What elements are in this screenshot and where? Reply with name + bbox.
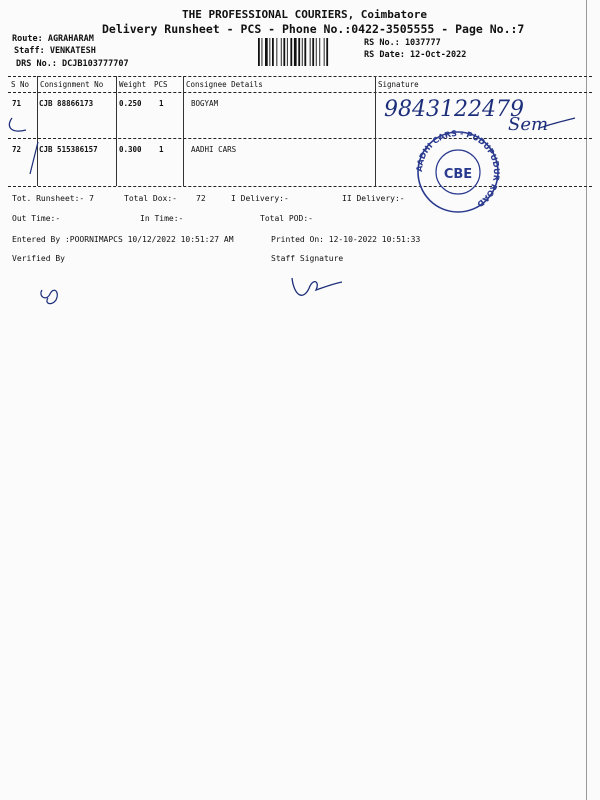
stamp-ring-text: AADHI CARS - PUDUPUDUR ROAD — [414, 128, 502, 209]
handwritten-sign: Sem — [508, 114, 549, 135]
printed-on: Printed On: 12-10-2022 10:51:33 — [271, 235, 421, 244]
verifier-initials — [36, 282, 66, 310]
tot-runsheet: Tot. Runsheet:- 7 — [12, 194, 94, 203]
row-weight: 0.250 — [119, 99, 142, 108]
row-pcs: 1 — [159, 145, 164, 154]
route-field: Route: AGRAHARAM — [12, 34, 94, 44]
handwritten-phone: 9843122479 — [384, 97, 524, 122]
tick-marks — [4, 112, 54, 182]
total-pod: Total POD:- — [260, 214, 313, 223]
scan-edge — [586, 0, 587, 800]
barcode — [258, 38, 358, 66]
i-delivery: I Delivery:- — [231, 194, 289, 203]
in-time: In Time:- — [140, 214, 184, 223]
col-divider — [375, 76, 376, 186]
row-consignment: CJB 88866173 — [39, 99, 94, 108]
total-dox-value: 72 — [196, 194, 206, 203]
rs-no-field: RS No.: 1037777 — [364, 38, 441, 48]
col-header-pcs: PCS — [154, 80, 168, 89]
company-stamp — [410, 128, 506, 214]
row-consignee: BOGYAM — [191, 99, 219, 108]
staff-field: Staff: VENKATESH — [14, 46, 96, 56]
col-header-signature: Signature — [378, 80, 419, 89]
row-consignee: AADHI CARS — [191, 145, 237, 154]
total-dox-label: Total Dox:- — [124, 194, 177, 203]
row-weight: 0.300 — [119, 145, 142, 154]
ii-delivery: II Delivery:- — [342, 194, 405, 203]
row-sno: 72 — [12, 145, 22, 154]
table-top-rule — [8, 76, 592, 77]
col-divider — [116, 76, 117, 186]
verified-by: Verified By — [12, 254, 65, 263]
drs-field: DRS No.: DCJB103777707 — [16, 59, 129, 69]
col-divider — [183, 76, 184, 186]
stamp-center-text: CBE — [443, 167, 473, 182]
row-pcs: 1 — [159, 99, 164, 108]
col-header-consignment: Consignment No — [40, 80, 104, 89]
staff-signature-label: Staff Signature — [271, 254, 344, 263]
company-title: THE PROFESSIONAL COURIERS, Coimbatore — [182, 8, 428, 21]
entered-by: Entered By :POORNIMAPCS 10/12/2022 10:51:27 AM — [12, 235, 234, 244]
row-sno: 71 — [12, 99, 22, 108]
runsheet-subtitle: Delivery Runsheet - PCS - Phone No.:0422-3505555 - Page No.:7 — [102, 22, 525, 36]
col-header-consignee: Consignee Details — [186, 80, 263, 89]
col-header-sno: S No — [11, 80, 30, 89]
row-consignment: CJB 515386157 — [39, 145, 98, 154]
out-time: Out Time:- — [12, 214, 61, 223]
rs-date-field: RS Date: 12-Oct-2022 — [364, 50, 467, 60]
col-header-weight: Weight — [119, 80, 147, 89]
staff-signature-mark — [286, 268, 346, 308]
